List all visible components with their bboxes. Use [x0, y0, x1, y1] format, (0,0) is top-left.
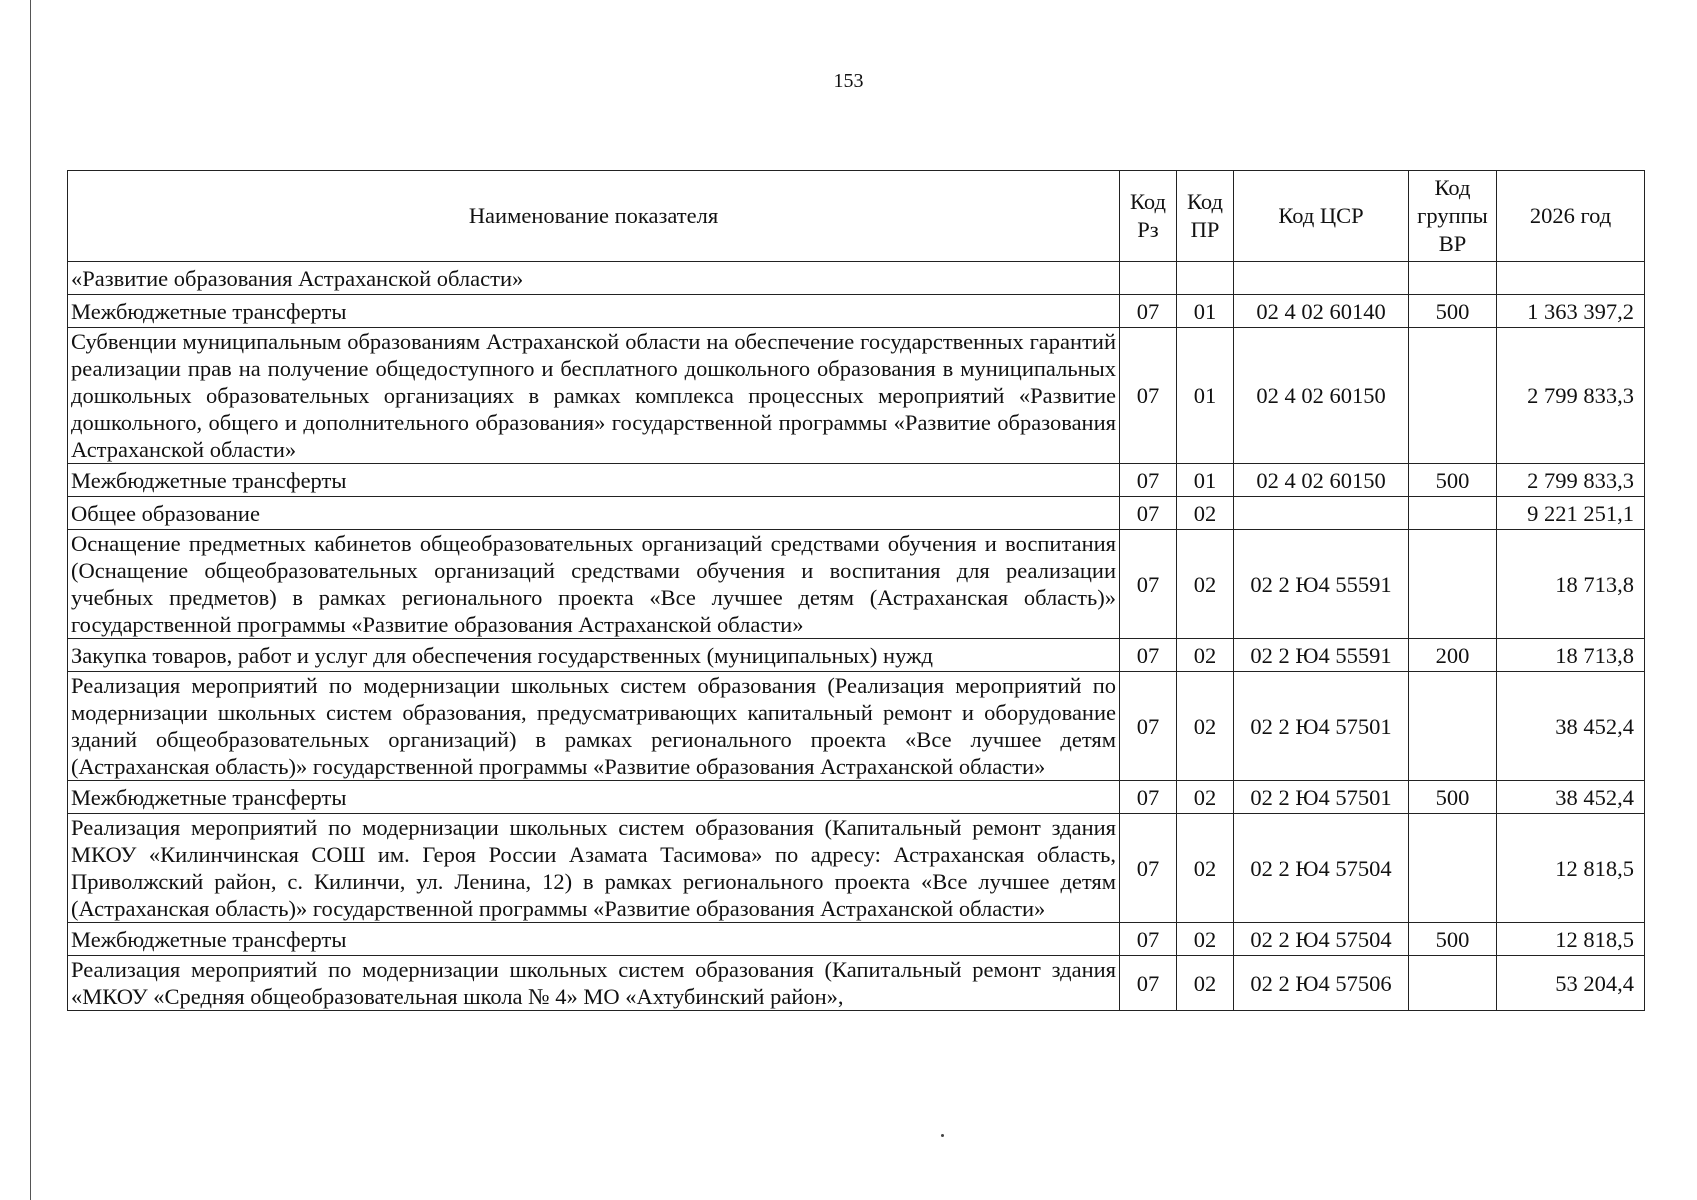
row-name: Межбюджетные трансферты: [68, 781, 1120, 814]
row-csr: 02 4 02 60140: [1234, 295, 1409, 328]
row-csr: 02 2 Ю4 55591: [1234, 639, 1409, 672]
row-value: 38 452,4: [1497, 781, 1645, 814]
row-vr: [1409, 814, 1497, 923]
row-pr: 02: [1177, 530, 1234, 639]
row-rz: 07: [1120, 672, 1177, 781]
row-name: Оснащение предметных кабинетов общеобразовательных организаций средствами обучения и воспитания (Оснащение общеобразовательных организаций средствами обучения и воспитания для реализации учебных предметов) в рамках регионального проекта «Все лучшее детям (Астраханская область)» государственной программы «Развитие образования Астраханской области»: [68, 530, 1120, 639]
row-pr: 02: [1177, 923, 1234, 956]
table-row: [68, 262, 1645, 295]
row-csr: 02 2 Ю4 57501: [1234, 672, 1409, 781]
row-rz: 07: [1120, 639, 1177, 672]
row-csr: 02 2 Ю4 55591: [1234, 530, 1409, 639]
row-pr: 01: [1177, 328, 1234, 464]
row-name: Общее образование: [68, 497, 1120, 530]
row-csr: 02 4 02 60150: [1234, 464, 1409, 497]
row-pr: 02: [1177, 639, 1234, 672]
table-row: [68, 328, 1645, 464]
row-rz: 07: [1120, 464, 1177, 497]
row-name: Реализация мероприятий по модернизации школьных систем образования (Капитальный ремонт здания МКОУ «Килинчинская СОШ им. Героя России Азамата Тасимова» по адресу: Астраханская область, Приволжский район, с. Килинчи, ул. Ленина, 12) в рамках регионального проекта «Все лучшее детям (Астраханская область)» государственной программы «Развитие образования Астраханской области»: [68, 814, 1120, 923]
row-pr: 02: [1177, 956, 1234, 1011]
row-vr: [1409, 262, 1497, 295]
row-vr: [1409, 497, 1497, 530]
header-vr: Код группы ВР: [1409, 171, 1497, 262]
row-rz: 07: [1120, 530, 1177, 639]
row-value: 18 713,8: [1497, 639, 1645, 672]
row-rz: 07: [1120, 814, 1177, 923]
row-value: 1 363 397,2: [1497, 295, 1645, 328]
row-rz: 07: [1120, 923, 1177, 956]
table-row: [68, 781, 1645, 814]
header-rz: Код Рз: [1120, 171, 1177, 262]
header-csr: Код ЦСР: [1234, 171, 1409, 262]
row-vr: 500: [1409, 464, 1497, 497]
table-row: [68, 923, 1645, 956]
row-vr: 500: [1409, 923, 1497, 956]
row-value: 2 799 833,3: [1497, 328, 1645, 464]
row-vr: [1409, 328, 1497, 464]
row-value: 9 221 251,1: [1497, 497, 1645, 530]
row-name: Субвенции муниципальным образованиям Астраханской области на обеспечение государственных гарантий реализации прав на получение общедоступного и бесплатного дошкольного образования в муниципальных дошкольных образовательных организациях в рамках комплекса процессных мероприятий «Развитие дошкольного, общего и дополнительного образования» государственной программы «Развитие образования Астраханской области»: [68, 328, 1120, 464]
row-value: 38 452,4: [1497, 672, 1645, 781]
row-rz: 07: [1120, 781, 1177, 814]
row-rz: 07: [1120, 497, 1177, 530]
row-name: Реализация мероприятий по модернизации школьных систем образования (Реализация мероприятий по модернизации школьных систем образования, предусматривающих капитальный ремонт и оборудование зданий общеобразовательных организаций) в рамках регионального проекта «Все лучшее детям (Астраханская область)» государственной программы «Развитие образования Астраханской области»: [68, 672, 1120, 781]
table-header-row: [68, 171, 1645, 262]
row-vr: 500: [1409, 295, 1497, 328]
table-row: [68, 672, 1645, 781]
table-row: [68, 295, 1645, 328]
budget-table-container: [67, 170, 1644, 1011]
row-value: [1497, 262, 1645, 295]
row-pr: 02: [1177, 814, 1234, 923]
row-pr: 01: [1177, 295, 1234, 328]
row-rz: [1120, 262, 1177, 295]
binding-line: [30, 0, 31, 1200]
scan-dot: [941, 1134, 944, 1137]
row-value: 2 799 833,3: [1497, 464, 1645, 497]
row-csr: 02 4 02 60150: [1234, 328, 1409, 464]
table-row: [68, 814, 1645, 923]
row-rz: 07: [1120, 328, 1177, 464]
row-value: 12 818,5: [1497, 923, 1645, 956]
row-vr: 200: [1409, 639, 1497, 672]
row-csr: [1234, 262, 1409, 295]
header-name: Наименование показателя: [68, 171, 1120, 262]
row-name: Межбюджетные трансферты: [68, 464, 1120, 497]
row-pr: 01: [1177, 464, 1234, 497]
row-name: Межбюджетные трансферты: [68, 923, 1120, 956]
row-csr: 02 2 Ю4 57501: [1234, 781, 1409, 814]
row-pr: 02: [1177, 672, 1234, 781]
row-value: 12 818,5: [1497, 814, 1645, 923]
row-rz: 07: [1120, 956, 1177, 1011]
header-pr: Код ПР: [1177, 171, 1234, 262]
row-csr: 02 2 Ю4 57506: [1234, 956, 1409, 1011]
row-csr: 02 2 Ю4 57504: [1234, 923, 1409, 956]
table-row: [68, 956, 1645, 1011]
row-pr: [1177, 262, 1234, 295]
row-csr: [1234, 497, 1409, 530]
header-year: 2026 год: [1497, 171, 1645, 262]
row-value: 18 713,8: [1497, 530, 1645, 639]
row-vr: [1409, 956, 1497, 1011]
row-name: Межбюджетные трансферты: [68, 295, 1120, 328]
row-csr: 02 2 Ю4 57504: [1234, 814, 1409, 923]
row-pr: 02: [1177, 497, 1234, 530]
row-vr: [1409, 530, 1497, 639]
row-value: 53 204,4: [1497, 956, 1645, 1011]
budget-table: [67, 170, 1645, 1011]
row-name: Реализация мероприятий по модернизации школьных систем образования (Капитальный ремонт здания «МКОУ «Средняя общеобразовательная школа № 4» МО «Ахтубинский район»,: [68, 956, 1120, 1011]
table-row: [68, 497, 1645, 530]
row-name: «Развитие образования Астраханской области»: [68, 262, 1120, 295]
table-row: [68, 639, 1645, 672]
row-pr: 02: [1177, 781, 1234, 814]
row-name: Закупка товаров, работ и услуг для обеспечения государственных (муниципальных) нужд: [68, 639, 1120, 672]
table-row: [68, 530, 1645, 639]
row-rz: 07: [1120, 295, 1177, 328]
table-row: [68, 464, 1645, 497]
row-vr: [1409, 672, 1497, 781]
row-vr: 500: [1409, 781, 1497, 814]
page-number: 153: [833, 70, 864, 92]
